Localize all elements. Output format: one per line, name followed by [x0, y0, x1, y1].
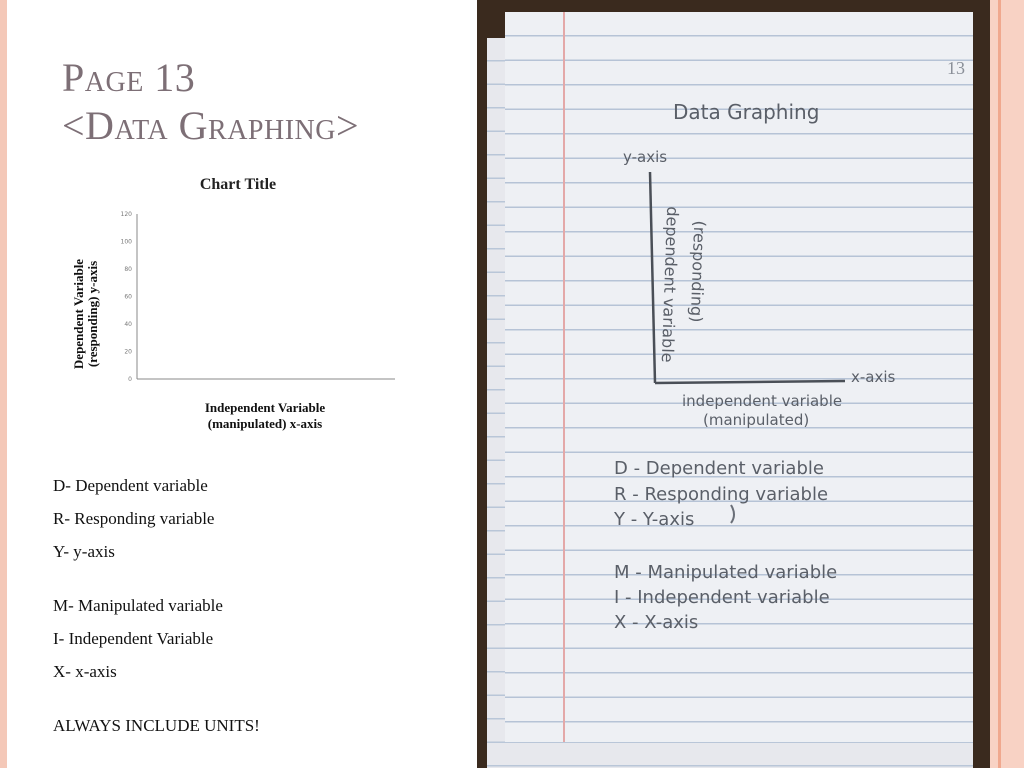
- notebook-xlabel-2: (manipulated): [703, 411, 810, 429]
- title-line-2: <Data Graphing>: [62, 103, 360, 148]
- template-chart: [71, 170, 410, 445]
- y-tick-label: 60: [124, 293, 132, 301]
- y-ticks: [121, 211, 133, 383]
- y-tick-label: 40: [124, 321, 132, 328]
- title-line-1: Page 13: [62, 55, 196, 100]
- note-units: ALWAYS INCLUDE UNITS!: [53, 716, 260, 735]
- chart-title: Chart Title: [199, 176, 277, 193]
- notebook-line-m: M - Manipulated variable: [614, 562, 838, 583]
- notebook-heading: Data Graphing: [673, 100, 820, 124]
- notebook-y-axis-label: y-axis: [623, 148, 668, 166]
- notebook-line-x: X - X-axis: [614, 612, 699, 633]
- y-tick-label: 80: [124, 266, 132, 273]
- note-d: D- Dependent variable: [53, 476, 208, 495]
- hand-brace: [731, 505, 734, 523]
- y-tick-label: 120: [120, 211, 132, 218]
- slide-title: [62, 54, 462, 150]
- x-axis-label: Independent Variable (manipulated) x-axis: [204, 400, 326, 431]
- hand-y-axis: [650, 172, 655, 383]
- notebook-line-r: R - Responding variable: [614, 484, 829, 505]
- notebook-photo: [477, 0, 990, 768]
- y-axis-label: Dependent Variable (responding) y-axis: [71, 258, 100, 370]
- note-i: I- Independent Variable: [53, 629, 214, 648]
- note-m: M- Manipulated variable: [53, 596, 223, 615]
- notebook-page-number: 13: [947, 58, 965, 78]
- y-tick-label: 100: [120, 238, 132, 246]
- notebook-x-axis-label: x-axis: [851, 368, 896, 386]
- left-border: [0, 0, 7, 768]
- notebook-ylabel-1: dependent variable: [657, 206, 683, 363]
- hand-x-axis: [655, 381, 845, 383]
- note-x: X- x-axis: [53, 662, 117, 681]
- y-tick-label: 20: [124, 348, 132, 356]
- notebook-line-d: D - Dependent variable: [614, 458, 824, 479]
- note-y: Y- y-axis: [53, 542, 115, 561]
- y-tick-label: 0: [128, 376, 132, 383]
- notebook-line-y: Y - Y-axis: [614, 509, 695, 530]
- notebook-xlabel-1: independent variable: [682, 392, 843, 410]
- notebook-line-i: I - Independent variable: [614, 587, 830, 608]
- right-border: [990, 0, 1024, 768]
- note-r: R- Responding variable: [53, 509, 215, 528]
- notebook-ylabel-2: (responding): [686, 220, 710, 323]
